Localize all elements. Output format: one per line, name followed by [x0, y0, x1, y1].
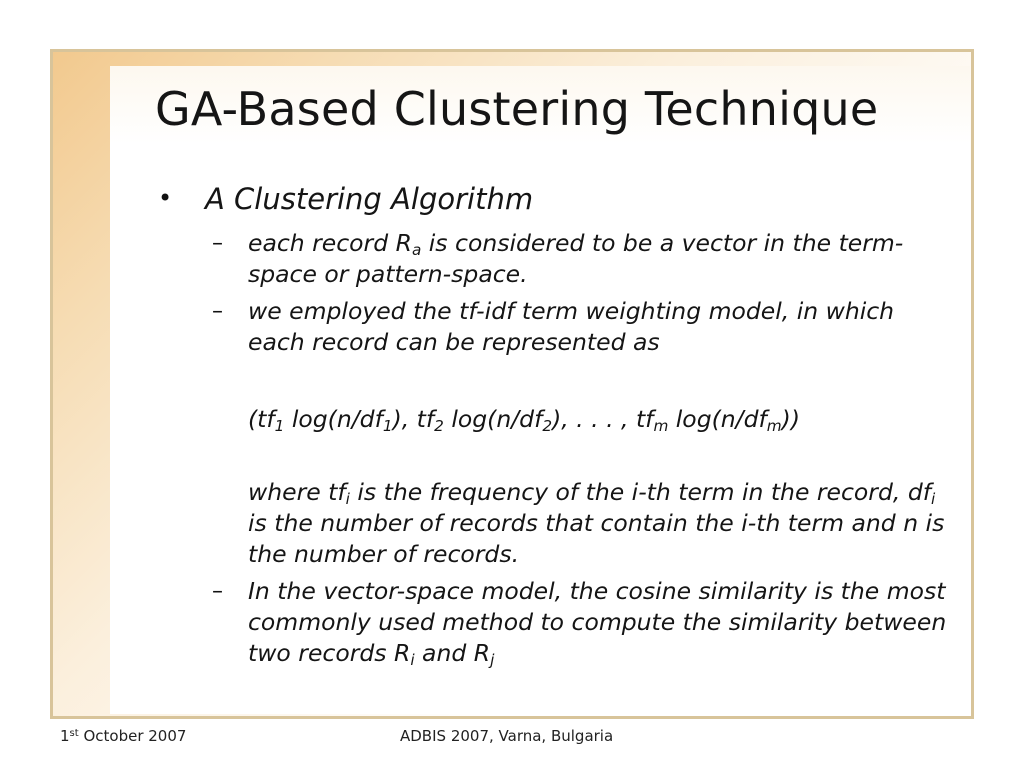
text: is the number of records that contain the i-th term and n is the number of records. [248, 509, 945, 568]
text: In the vector-space model, the cosine similarity is the most commonly used method to compute the similarity between two records R [248, 577, 947, 667]
text: )) [781, 405, 800, 433]
text: is the frequency of the i-th term in the record, df [349, 478, 932, 506]
dash-icon: – [212, 579, 223, 604]
list-item-cosine-similarity [248, 576, 953, 669]
dash-icon: – [212, 231, 223, 256]
text: log(n/df [668, 405, 767, 433]
footer-date [60, 727, 186, 745]
text: log(n/df [443, 405, 543, 433]
subscript: a [411, 241, 422, 259]
level1-heading: A Clustering Algorithm [205, 182, 534, 216]
subscript: j [490, 651, 495, 669]
text: October 2007 [78, 727, 187, 745]
subscript: i [931, 490, 936, 508]
subscript: m [653, 417, 669, 435]
formula-explanation [248, 477, 953, 570]
text: where tf [248, 478, 346, 506]
subscript: m [766, 417, 782, 435]
superscript: st [69, 728, 79, 739]
text: 1 [60, 727, 70, 745]
text: is considered to be a vector in the term-space or pattern-space. [248, 229, 904, 288]
subscript: i [345, 490, 350, 508]
subscript: i [410, 651, 415, 669]
footer-venue: ADBIS 2007, Varna, Bulgaria [400, 727, 614, 745]
subscript: 2 [542, 417, 553, 435]
subscript: 2 [434, 417, 444, 435]
bullet-icon: • [158, 184, 173, 212]
list-item-tfidf: we employed the tf-idf term weighting model, in which each record can be represented as [248, 297, 895, 356]
tfidf-formula [248, 404, 953, 435]
text: and R [414, 639, 491, 667]
text: ), . . . , tf [552, 405, 654, 433]
text: log(n/df [284, 405, 383, 433]
slide-title: GA-Based Clustering Technique [155, 82, 879, 136]
text: ), tf [392, 405, 435, 433]
subscript: 1 [274, 417, 285, 435]
list-item-record-vector [248, 228, 953, 290]
text: (tf [248, 405, 275, 433]
dash-icon: – [212, 299, 223, 324]
text: each record R [248, 229, 412, 257]
subscript: 1 [382, 417, 393, 435]
